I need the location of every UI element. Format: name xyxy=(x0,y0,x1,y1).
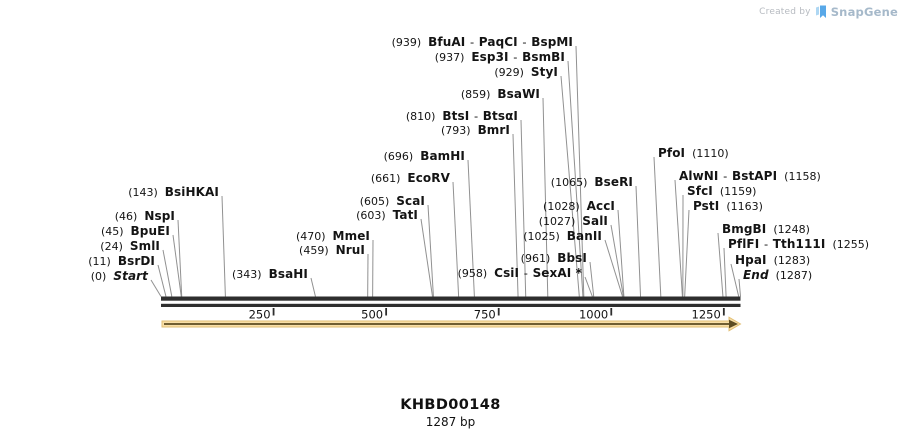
leader-line-CsiI xyxy=(585,277,592,297)
site-position: (1158) xyxy=(784,170,821,183)
site-position: (793) xyxy=(440,124,471,137)
site-label-BanII xyxy=(523,230,602,243)
site-position: (11) xyxy=(88,255,111,268)
enzyme-name: AccI xyxy=(586,199,615,213)
site-position: (1248) xyxy=(773,223,810,236)
site-label-NruI xyxy=(299,244,365,257)
site-position: (1283) xyxy=(773,254,811,267)
enzyme-name: CsiI xyxy=(494,266,520,280)
site-label-BbsI xyxy=(521,252,587,265)
axis-tick-label: 250 xyxy=(248,307,271,322)
leader-line-BsrDI xyxy=(158,265,166,297)
site-position: (45) xyxy=(100,225,124,238)
enzyme-name: BbsI xyxy=(557,251,587,265)
site-position: (605) xyxy=(359,195,390,208)
leader-line-PflFI xyxy=(724,248,726,297)
enzyme-name: SfcI xyxy=(687,184,713,198)
site-label-BsaHI xyxy=(232,268,308,281)
site-position: (1065) xyxy=(550,176,588,189)
site-position: (661) xyxy=(370,172,401,185)
enzyme-name: SexAI * xyxy=(532,266,582,280)
site-label-End xyxy=(743,269,812,282)
enzyme-name: EcoRV xyxy=(407,171,450,185)
site-label-BseRI xyxy=(551,176,633,189)
title-block xyxy=(0,397,901,429)
site-label-PfoI xyxy=(658,147,729,160)
enzyme-name: PflFI xyxy=(728,237,760,251)
site-label-TatI xyxy=(356,209,418,222)
enzyme-name: PfoI xyxy=(658,146,686,160)
enzyme-name: BsmBI xyxy=(522,50,565,64)
leader-line-PfoI xyxy=(654,157,661,297)
site-position: (143) xyxy=(128,186,158,199)
enzyme-name: End xyxy=(743,268,769,282)
axis-tick-label: 1000 xyxy=(578,307,609,322)
enzyme-name: HpaI xyxy=(735,253,767,267)
site-label-Esp3I: (937) Esp3I - BsmBI xyxy=(434,50,565,64)
leader-line-BsaHI xyxy=(311,278,315,297)
enzyme-name: Start xyxy=(113,269,148,283)
enzyme-name: Tth111I xyxy=(772,237,826,251)
enzyme-name: BsaHI xyxy=(268,267,308,281)
site-label-PstI xyxy=(693,200,763,213)
enzyme-name: BanII xyxy=(566,229,602,243)
site-position: (46) xyxy=(114,210,138,223)
site-position: (1028) xyxy=(543,200,580,213)
enzyme-name: BamHI xyxy=(420,149,465,163)
site-label-StyI xyxy=(494,66,558,79)
site-label-CsiI: (958) CsiI - SexAI * xyxy=(457,266,582,280)
enzyme-name: BfuAI xyxy=(428,35,466,49)
leader-line-End xyxy=(739,279,741,297)
site-label-BsrDI xyxy=(88,255,155,268)
enzyme-name: BsrDI xyxy=(117,254,155,268)
watermark-created-by: Created by xyxy=(759,7,811,17)
leader-line-Start xyxy=(151,280,161,297)
enzyme-name: BseRI xyxy=(594,175,633,189)
axis-tick-label: 1250 xyxy=(691,307,721,322)
site-label-SalI xyxy=(539,215,608,228)
enzyme-name: PaqCI xyxy=(478,35,518,49)
sequence-length: 1287 bp xyxy=(425,415,476,429)
site-position: (937) xyxy=(434,51,465,64)
site-label-ScaI xyxy=(360,195,425,208)
axis-tick-label: 500 xyxy=(361,307,384,322)
axis-tick-label: 750 xyxy=(473,307,496,322)
enzyme-name: AlwNI xyxy=(679,169,719,183)
site-position: (958) xyxy=(457,267,488,280)
enzyme-name: MmeI xyxy=(332,229,370,243)
site-position: (1027) xyxy=(538,215,576,228)
enzyme-name: BmgBI xyxy=(722,222,767,236)
leader-line-BanII xyxy=(605,240,623,297)
enzyme-name: BstAPI xyxy=(731,169,778,183)
site-position: (859) xyxy=(460,88,491,101)
enzyme-name: BsiHKAI xyxy=(164,185,219,199)
sequence-bar-top xyxy=(161,297,741,301)
site-label-SfcI xyxy=(687,185,756,198)
watermark-brand: SnapGene xyxy=(830,5,898,19)
enzyme-name: StyI xyxy=(530,65,558,79)
site-label-AlwNI: AlwNI - BstAPI (1158) xyxy=(679,169,821,183)
site-label-HpaI xyxy=(735,254,810,267)
site-label-BfuAI: (939) BfuAI - PaqCI - BspMI xyxy=(391,35,573,49)
site-label-Start xyxy=(91,270,148,283)
site-position: (0) xyxy=(90,270,107,283)
site-label-BmgBI xyxy=(722,223,810,236)
site-position: (1110) xyxy=(692,147,729,160)
enzyme-name: PstI xyxy=(693,199,720,213)
enzyme-name: Esp3I xyxy=(471,50,509,64)
site-position: (696) xyxy=(383,150,414,163)
leader-line-PstI xyxy=(685,210,689,297)
leader-line-BsiHKAI xyxy=(222,196,225,297)
site-position: (343) xyxy=(232,268,262,281)
site-label-AccI xyxy=(543,200,615,213)
site-label-EcoRV xyxy=(371,172,450,185)
enzyme-name: BspMI xyxy=(531,35,573,49)
site-label-BsaWI xyxy=(461,88,540,101)
enzyme-name: NspI xyxy=(144,209,175,223)
enzyme-name: SmlI xyxy=(129,239,160,253)
enzyme-name: BpuEI xyxy=(130,224,170,238)
leader-line-BseRI xyxy=(636,186,641,297)
site-position: (1025) xyxy=(523,230,560,243)
leader-line-BmgBI xyxy=(718,233,723,297)
enzyme-name: ScaI xyxy=(396,194,425,208)
site-position: (1287) xyxy=(775,269,813,282)
site-position: (1255) xyxy=(832,238,870,251)
site-position: (24) xyxy=(100,240,123,253)
sequence-title: KHBD00148 xyxy=(400,397,501,413)
enzyme-name: BmrI xyxy=(477,123,510,137)
site-label-NspI xyxy=(115,210,175,223)
enzyme-name: TatI xyxy=(392,208,418,222)
site-label-BsiHKAI xyxy=(128,186,219,199)
site-label-BamHI xyxy=(384,150,465,163)
site-position: (459) xyxy=(299,244,329,257)
site-label-MmeI xyxy=(296,230,370,243)
site-position: (961) xyxy=(520,252,551,265)
enzyme-name: SalI xyxy=(582,214,608,228)
enzyme-name: BsaWI xyxy=(497,87,540,101)
site-position: (939) xyxy=(391,36,422,49)
enzyme-name: NruI xyxy=(335,243,365,257)
enzyme-name: BtsαI xyxy=(482,109,518,123)
site-position: (603) xyxy=(356,209,386,222)
leader-line-AlwNI xyxy=(675,180,682,297)
site-label-PflFI: PflFI - Tth111I (1255) xyxy=(728,237,870,251)
site-position: (1159) xyxy=(719,185,757,198)
leader-line-HpaI xyxy=(731,264,739,297)
site-label-BpuEI xyxy=(101,225,170,238)
enzyme-name: BtsI xyxy=(442,109,470,123)
site-position: (470) xyxy=(295,230,326,243)
site-label-BtsI: (810) BtsI - BtsαI xyxy=(405,109,518,123)
site-label-SmlI xyxy=(100,240,160,253)
site-position: (929) xyxy=(494,66,524,79)
site-position: (1163) xyxy=(726,200,763,213)
site-label-BmrI xyxy=(441,124,510,137)
site-position: (810) xyxy=(405,110,436,123)
